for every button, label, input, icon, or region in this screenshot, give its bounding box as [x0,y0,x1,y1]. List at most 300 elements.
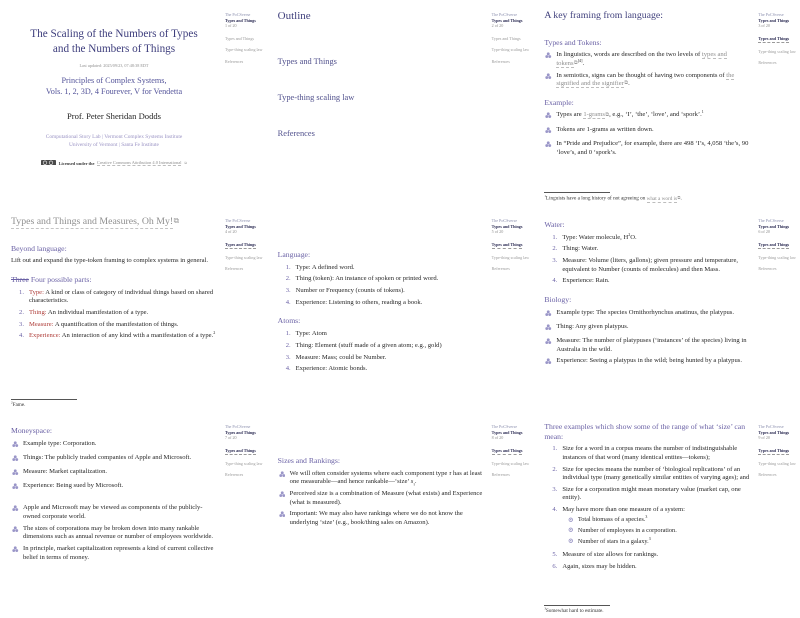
sidebar-nav-label: References [225,58,244,64]
numbered-item [281,365,484,374]
course-series [11,75,217,97]
slide-sidebar [225,12,265,70]
pocsverse-brand: The PoCSverse [225,218,251,223]
numbered-item-text [296,299,484,308]
flower-bullet-icon [545,140,552,157]
bullet-list [12,504,217,562]
text-run: Experience: Seeing a platypus in the wild; being hunted by a platypus. [556,357,742,365]
text-run: Atoms: [277,316,301,326]
list-item-text [23,525,217,542]
flower-bullet-icon [545,126,552,137]
text-run: has at least one measurable—and hence rankable—‘size’ [289,469,482,486]
affiliation-line2: University of Vermont | Santa Fe Institute [69,142,159,149]
sidebar-nav-types-and-things[interactable] [758,242,798,249]
sidebar-nav-type-thing-scaling-law[interactable] [225,255,265,261]
affiliation-line1: Computational Story Lab | Vermont Complex Systems Institute [45,134,183,141]
section-heading [544,422,750,441]
text-run: Type: A defined word. [295,263,355,271]
text-run: Moneyspace: [11,426,52,435]
term-label: Thing: [29,308,47,316]
pocsverse-brand: The PoCSverse [491,218,518,223]
outline-item-3[interactable]: References [277,129,315,139]
sidebar-nav-references[interactable] [758,266,798,272]
flower-bullet-icon [545,309,552,320]
numbered-item [547,486,750,503]
deck-title: Types and Things [491,17,523,23]
deck-title: Types and Things [225,223,256,229]
cc-license-badge-icon [41,160,56,167]
external-link-icon[interactable]: ⧉ [574,60,578,67]
list-item [545,140,750,157]
sub-list-item-text [578,538,751,547]
outline-item-2[interactable]: Type-thing scaling law [277,93,355,103]
text-run: Tokens are 1-grams as written down. [556,125,654,133]
outline-list [278,57,484,138]
section-heading [278,316,484,326]
bullet-list [545,111,750,157]
numbered-item-text [296,275,484,284]
numbered-item-text [562,277,750,286]
sidebar-nav-types-and-things[interactable] [225,242,265,249]
section-heading [11,244,217,254]
text-run: , e.g., ‘I’, ‘the’, ‘love’, and ‘spork’. [609,111,702,119]
list-item-text [556,323,750,334]
sidebar-nav-type-thing-scaling-law[interactable] [758,461,798,467]
slide-title: A key framing from language: [544,10,663,21]
page-number: 6 of 20 [758,229,770,235]
numbered-item [547,277,750,286]
slide-title: Outline [277,10,311,22]
flower-bullet-icon [12,454,19,465]
list-item-text [556,140,750,157]
text-run: An interaction of any kind with a manifestation of a type. [60,332,214,340]
list-item [545,357,750,368]
title-page [11,10,217,166]
text-run: Thing (token): An instance of spoken or printed word. [295,275,439,283]
numbered-item [281,287,484,296]
numbered-item [14,309,217,318]
footnote-marker: [4] [577,57,583,63]
numbered-item-text [29,321,217,330]
section-heading [278,456,484,466]
sidebar-nav-type-thing-scaling-law[interactable] [492,461,532,467]
text-run: Three examples which show some of the range of what ‘size’ can mean: [544,422,746,441]
flower-bullet-icon [279,490,286,507]
sidebar-nav-label: Types and Things [225,448,256,455]
inline-link[interactable]: the signified and the signifier [556,71,735,88]
flower-bullet-icon [545,72,552,89]
text-run: Size for a corporation might mean monetary value (market cap, one entity). [562,485,741,502]
list-item-text [23,545,217,562]
list-item [12,440,217,451]
external-link-icon[interactable]: ⧉ [624,80,629,87]
sidebar-nav-label: References [491,58,510,64]
pocsverse-brand: The PoCSverse [758,12,784,17]
numbered-item [547,445,750,462]
slide-page-7 [0,412,267,618]
slide-sidebar [758,424,798,483]
affiliation [11,134,217,150]
text-run: Number of employees in a corporation. [577,526,677,534]
footnote-text [544,605,744,615]
footnote-rule [544,605,610,606]
sidebar-nav-type-thing-scaling-law[interactable] [492,255,532,261]
pocsverse-brand: The PoCSverse [225,12,251,17]
text-run: Example type: Corporation. [23,439,97,447]
math-symbol: s [410,478,414,486]
sidebar-nav-label: Type-thing scaling law [225,460,263,466]
numbered-item [281,330,484,339]
numbered-item [547,231,750,243]
numbered-item-text [296,342,484,351]
numbered-item-text [562,257,750,274]
text-run: Thing: Element (stuff made of a given atom; e.g., gold) [295,341,442,349]
numbered-item [281,354,484,363]
sub-list-item [568,516,750,525]
list-item [279,490,484,507]
list-item [12,482,217,493]
list-item-text [556,309,750,320]
footnote-text [544,195,744,202]
text-run: Number or Frequency (counts of tokens). [295,287,405,295]
footnote-marker: 2 [628,231,631,237]
flower-bullet-icon [12,440,19,451]
text-run: Types are [556,111,584,119]
pocsverse-brand: The PoCSverse [491,12,518,17]
slide-content [544,422,750,575]
text-run: Measure: Market capitalization. [23,468,108,476]
text-run: Sizes and Rankings: [277,456,341,465]
list-item [545,337,750,354]
list-item-text [556,337,750,354]
sidebar-nav-label: Types and Things [492,242,523,249]
pocsverse-brand: The PoCSverse [491,424,518,429]
footnote-rule [544,192,610,193]
footnote-rule [11,399,77,400]
list-item-text [23,454,217,465]
sidebar-nav-label: Types and Things [758,242,789,249]
text-run: Somewhat hard to estimate. [545,607,604,614]
text-run: Example type: The species Ornithorhynchus anatinus, the platypus. [556,308,734,316]
text-run: Biology: [544,295,572,304]
text-run: Thing: Any given platypus. [556,322,629,330]
sidebar-nav [492,242,532,272]
list-item [545,72,750,89]
math-subscript: τ [413,481,415,487]
deck-main-title: The Scaling of the Numbers of Types and the Numbers of Things [30,28,198,55]
pocsverse-brand: The PoCSverse [225,424,251,429]
footnote-marker: 2 [213,330,216,336]
text-run: . [628,80,630,88]
text-run: Water: [544,220,565,229]
numbered-item [547,466,750,483]
sidebar-nav-references[interactable] [492,266,532,272]
text-run: Types and Tokens: [544,37,602,47]
external-link-icon[interactable]: ⧉ [173,216,180,225]
sidebar-nav-label: Types and Things [492,448,523,455]
list-item [279,510,484,527]
list-item-text [556,51,750,68]
list-item-text [290,490,484,507]
slide-page-4 [0,206,267,412]
text-run: Lift out and expand the type-token framing to complex systems in general. [11,257,209,265]
slide-content [544,10,750,160]
sidebar-nav-label: Type-thing scaling law [758,48,796,54]
text-run: Measure: The number of platypuses (‘instances’ of the species) living in Australia in the wild. [556,337,747,353]
section-heading [544,220,750,230]
external-link-icon[interactable]: ⧉ [184,161,187,166]
sidebar-nav-label: References [758,472,777,478]
sidebar-nav-label: References [758,60,777,66]
numbered-item-text [296,330,484,339]
numbered-item [547,506,750,548]
slide-content [11,10,217,166]
sidebar-nav-label: References [491,472,510,478]
page-number: 4 of 20 [225,229,237,235]
sidebar-nav-references[interactable] [225,59,265,65]
footnote-marker: 3 [544,605,546,610]
sidebar-nav-type-thing-scaling-law[interactable] [225,47,265,53]
sidebar-nav-label: Type-thing scaling law [225,47,263,53]
list-item [12,545,217,562]
slide-page-2 [267,0,534,206]
text-run: Size for species means the number of ‘biological replications’ of an individual type (many genetically similar entities of varying ages); and [562,465,750,482]
list-item-text [290,470,484,487]
sidebar-nav-types-and-things[interactable] [492,242,532,249]
numbered-item-text [562,245,750,254]
external-link-icon[interactable]: ⧉ [605,111,610,118]
sidebar-nav-types-and-things[interactable] [225,448,265,455]
text-run: . [680,195,682,202]
footnote-marker: 1 [701,109,704,115]
inline-link[interactable]: types and tokens [556,51,727,67]
text-run: Measure: Volume (liters, gallons); given pressure and temperature, equivalent to Number (counts of molecules) and then Mass. [562,257,739,273]
numbered-item-text [29,332,217,341]
section-heading [544,98,750,108]
external-link-icon[interactable]: ⧉ [677,194,681,200]
sub-bullet-icon [568,538,574,547]
slide-sidebar [492,424,532,483]
list-item [12,454,217,465]
text-run: O. [630,233,637,241]
sidebar-nav-label: Types and Things [225,242,256,249]
numbered-item-text [296,354,484,363]
slide-sidebar [492,218,532,277]
text-run: Number of stars in a galaxy. [577,537,649,545]
text-run: A quantification of the manifestation of things. [53,320,179,328]
numbered-item-text [562,231,750,243]
outline-item-1[interactable]: Types and Things [277,57,337,67]
sidebar-nav-label: References [758,266,777,272]
slide-content [11,216,217,344]
page-number: 7 of 20 [225,435,237,441]
slide-content [11,426,217,565]
sub-list-item-text [578,516,751,525]
sidebar-nav-types-and-things[interactable] [225,36,265,42]
sidebar-nav-label: Type-thing scaling law [225,254,263,260]
slide-page-8 [267,412,534,618]
numbered-item [14,289,217,306]
last-updated-text: Last updated: 2025/09/23, 07:48:38 EDT [79,63,149,69]
text-run: In principle, market capitalization represents a kind of current collective belief in terms of money. [23,545,214,561]
term-label: Measure: [29,320,54,328]
deck-title: Types and Things [491,223,523,229]
inline-link[interactable]: what a word is [646,195,678,202]
sidebar-nav-label: Type-thing scaling law [758,254,796,260]
slide-page-1 [0,0,267,206]
sidebar-nav [492,36,532,64]
list-item [545,111,750,122]
numbered-item [547,551,750,560]
sidebar-nav-label: Types and Things [758,448,789,455]
flower-bullet-icon [545,323,552,334]
sidebar-nav [492,448,532,478]
deck-title: Types and Things [225,429,256,435]
sidebar-nav-references[interactable] [225,472,265,478]
list-item [12,468,217,479]
footnote-text [11,399,211,409]
numbered-item [281,264,484,273]
section-heading [278,250,484,260]
sidebar-nav [758,448,798,478]
flower-bullet-icon [279,510,286,527]
flower-bullet-icon [12,525,19,542]
text-run: Four possible parts: [28,275,92,285]
page-number: 2 of 20 [491,23,504,29]
sub-list-item-text [578,527,751,536]
sub-list-item [568,538,750,547]
text-run: Total biomass of a species. [577,516,646,524]
sidebar-nav-label: References [225,472,244,478]
slide-content [278,10,484,165]
inline-link[interactable]: 1-grams [583,111,605,119]
text-run: Apple and Microsoft may be viewed as components of the publicly-owned corporate world. [23,504,203,520]
sidebar-nav [225,242,265,272]
numbered-item [281,299,484,308]
sidebar-nav-type-thing-scaling-law[interactable] [758,49,798,55]
deck-title: Types and Things [758,223,790,229]
text-run: Again, sizes may be hidden. [562,563,637,571]
numbered-list [14,289,217,341]
page-number: 1 of 20 [225,23,237,29]
numbered-item [547,563,750,572]
sidebar-nav-label: Type-thing scaling law [491,460,530,466]
text-run: Beyond language: [11,243,67,253]
section-title-text[interactable]: Types and Things and Measures, Oh My! [11,216,174,228]
list-item [545,51,750,68]
pocsverse-brand: The PoCSverse [758,218,784,223]
sidebar-nav-type-thing-scaling-law[interactable] [758,255,798,261]
flower-bullet-icon [279,470,286,487]
numbered-item-text [562,445,750,462]
list-item [12,525,217,542]
sub-bullet-icon [568,516,574,525]
footnote-marker: 3 [645,515,648,520]
flower-bullet-icon [545,337,552,354]
numbered-item-text [562,506,750,548]
numbered-item [547,245,750,254]
sidebar-nav-types-and-things[interactable] [758,36,798,43]
sidebar-nav-references[interactable] [758,60,798,66]
slide-sidebar [225,424,265,483]
page-number: 8 of 20 [491,435,504,441]
numbered-item-text [562,486,750,503]
slide-page-5 [267,206,534,412]
license-link[interactable]: Creative Commons Attribution 4.0 International [96,160,182,166]
flower-bullet-icon [545,111,552,122]
list-item [12,504,217,521]
text-run: The sizes of corporations may be broken down into many rankable dimensions such as annual revenue or number of employees worldwide. [23,524,214,541]
list-item-text [556,111,750,122]
section-heading [544,38,750,48]
numbered-list [281,330,484,374]
flower-bullet-icon [545,357,552,368]
page-number: 9 of 20 [758,435,770,441]
sidebar-nav-references[interactable] [492,59,532,65]
slide-sidebar [492,12,532,70]
bullet-list [545,51,750,88]
numbered-item [547,257,750,274]
sidebar-nav-references[interactable] [225,266,265,272]
deck-title: Types and Things [225,17,256,23]
license-prefix: Licensed under the [58,160,95,166]
section-title-link[interactable] [11,216,217,228]
sidebar-nav-types-and-things[interactable] [758,448,798,455]
text-run: Fame. [12,401,26,408]
text-run: Important: We may also have rankings where we do not know the underlying ‘size’ (e.g., book/thing sales on Amazon). [289,510,463,526]
text-run: Experience: Being sued by Microsoft. [23,482,124,490]
sidebar-nav-type-thing-scaling-law[interactable] [225,461,265,467]
sub-bullet-icon [568,527,574,536]
flower-bullet-icon [12,468,19,479]
slide-page-6 [533,206,800,412]
math-symbol: τ [448,469,452,477]
slide-sidebar [758,218,798,277]
list-item-text [23,440,217,451]
text-run: In “Pride and Prejudice”, for example, there are 498 ‘I’s, 4,058 ‘the’s, 90 ‘love’s, and 0 ‘spork’s. [556,139,749,156]
list-item [545,323,750,334]
footnote-marker: 3 [648,536,651,541]
sidebar-nav-type-thing-scaling-law[interactable] [492,47,532,53]
paragraph [11,257,217,266]
sidebar-nav-references[interactable] [758,472,798,478]
slide-page-3 [533,0,800,206]
sidebar-nav-types-and-things[interactable] [492,448,532,455]
sidebar-nav [758,36,798,66]
term-label: Experience: [29,332,61,340]
sidebar-nav-types-and-things[interactable] [492,36,532,42]
bullet-list [545,309,750,369]
sidebar-nav [225,448,265,478]
numbered-item-text [562,551,750,560]
footnote [11,399,211,409]
sidebar-nav [225,36,265,64]
deck-title: Types and Things [491,429,523,435]
numbered-item-text [296,365,484,374]
text-run: Experience: Rain. [562,277,610,285]
sidebar-nav-references[interactable] [492,472,532,478]
slide-sidebar [758,12,798,71]
term-label: Type: [29,288,44,296]
sidebar-nav-label: Type-thing scaling law [758,460,796,466]
slide-sidebar [225,218,265,277]
list-item-text [556,126,750,137]
text-run: Example: [544,97,574,107]
text-run: . [414,478,417,486]
numbered-item-text [29,289,217,306]
list-item-text [23,468,217,479]
list-item [545,126,750,137]
